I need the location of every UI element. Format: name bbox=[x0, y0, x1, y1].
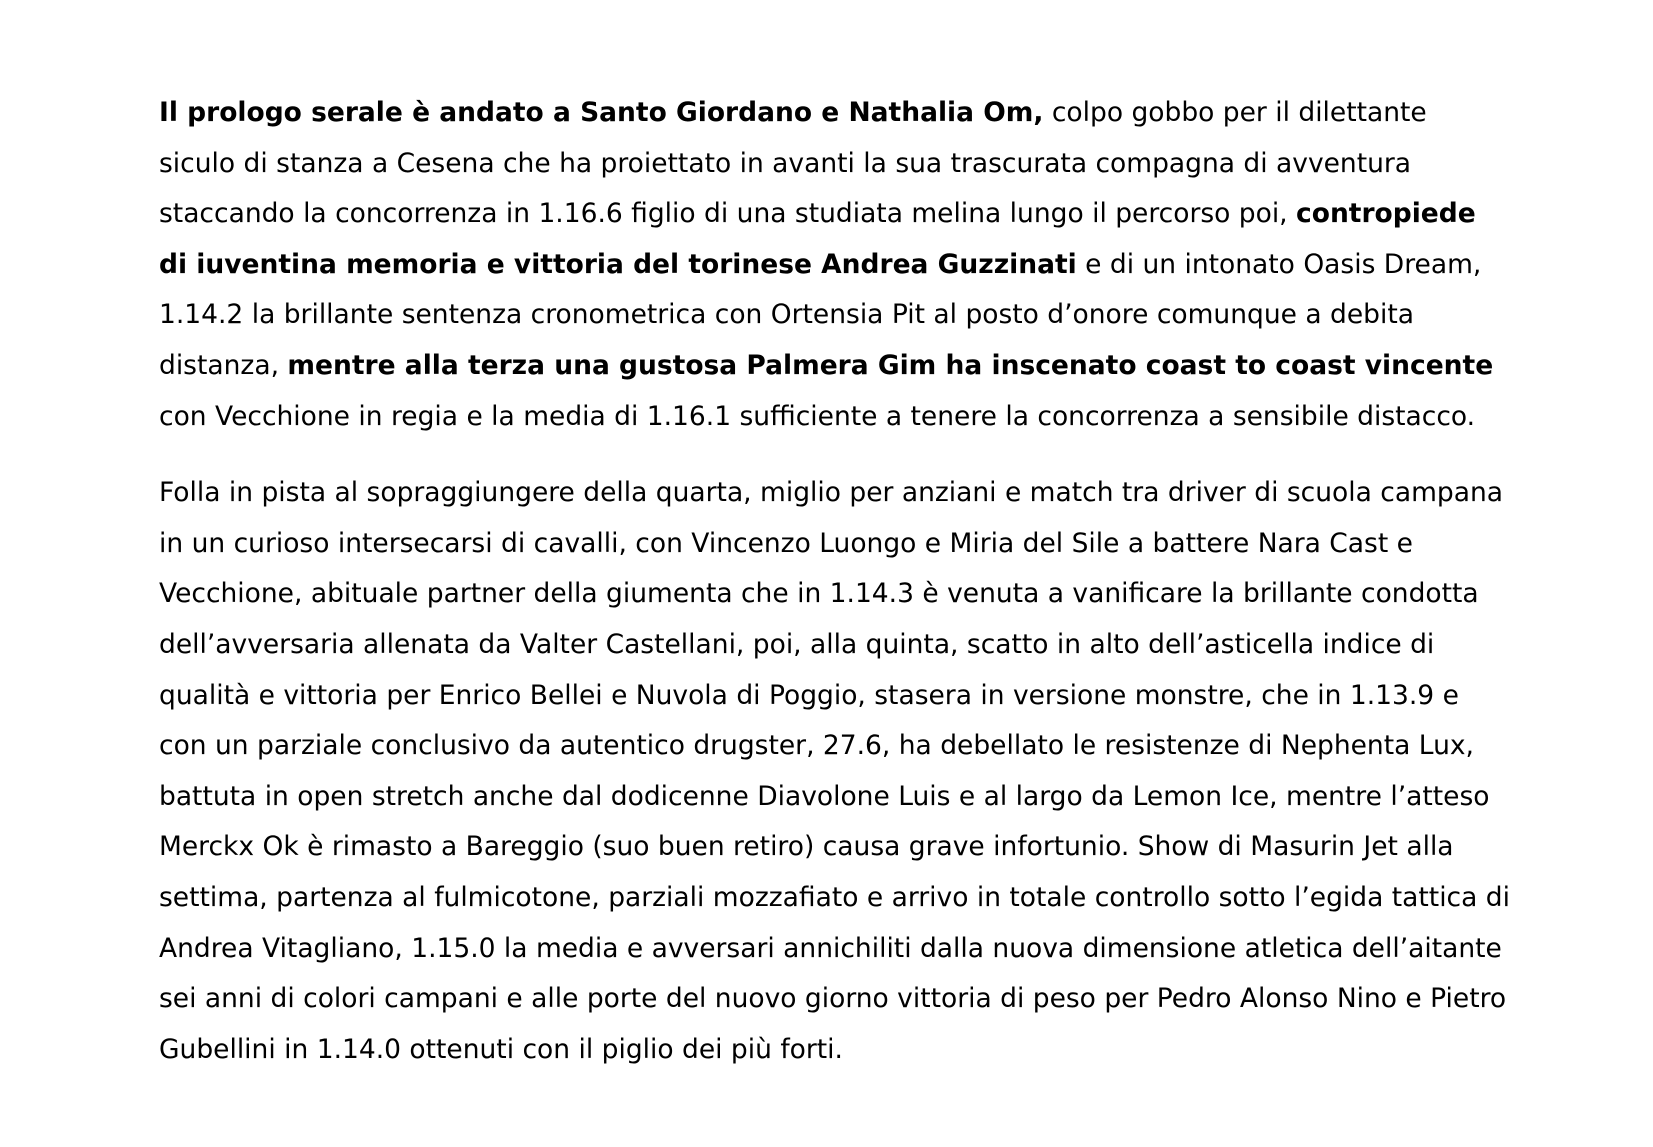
bold-phrase: mentre alla terza una gustosa Palmera Gim ha inscenato coast to coast vincente bbox=[287, 349, 1494, 381]
text-run: con Vecchione in regia e la media di 1.16.1 sufficiente a tenere la concorrenza a sensibile distacco. bbox=[159, 400, 1476, 432]
paragraph-2 bbox=[159, 468, 1511, 1075]
article-body bbox=[159, 88, 1511, 1075]
paragraph-1 bbox=[159, 88, 1511, 442]
text-run: Folla in pista al sopraggiungere della quarta, miglio per anziani e match tra driver di scuola campana in un curioso intersecarsi di cavalli, con Vincenzo Luongo e Miria del Sile a battere Nara Cast e Vecchione, abituale partner della giumenta che in 1.14.3 è venuta a vanificare la brillante condotta dell’avversaria allenata da Valter Castellani, poi, alla quinta, scatto in alto dell’asticella indice di qualità e vittoria per Enrico Bellei e Nuvola di Poggio, stasera in versione monstre, che in 1.13.9 e con un parziale conclusivo da autentico drugster, 27.6, ha debellato le resistenze di Nephenta Lux, battuta in open stretch anche dal dodicenne Diavolone Luis e al largo da Lemon Ice, mentre l’atteso Merckx Ok è rimasto a Bareggio (suo buen retiro) causa grave infortunio. Show di Masurin Jet alla settima, partenza al fulmicotone, parziali mozzafiato e arrivo in totale controllo sotto l’egida tattica di Andrea Vitagliano, 1.15.0 la media e avversari annichiliti dalla nuova dimensione atletica dell’aitante sei anni di colori campani e alle porte del nuovo giorno vittoria di peso per Pedro Alonso Nino e Pietro Gubellini in 1.14.0 ottenuti con il piglio dei più forti. bbox=[159, 477, 1510, 1065]
bold-phrase: Il prologo serale è andato a Santo Giordano e Nathalia Om, bbox=[159, 97, 1044, 128]
bold-phrase: contropiede di iuventina memoria e vittoria del torinese Andrea Guzzinati bbox=[159, 198, 1476, 280]
text-run: e di un intonato Oasis Dream, 1.14.2 la brillante sentenza cronometrica con Ortensia Pit al posto d’onore comunque a debita distanza, bbox=[159, 248, 1482, 381]
text-run: colpo gobbo per il dilettante siculo di stanza a Cesena che ha proiettato in avanti la sua trascurata compagna di avventura staccando la concorrenza in 1.16.6 figlio di una studiata melina lungo il percorso poi, bbox=[159, 97, 1427, 230]
